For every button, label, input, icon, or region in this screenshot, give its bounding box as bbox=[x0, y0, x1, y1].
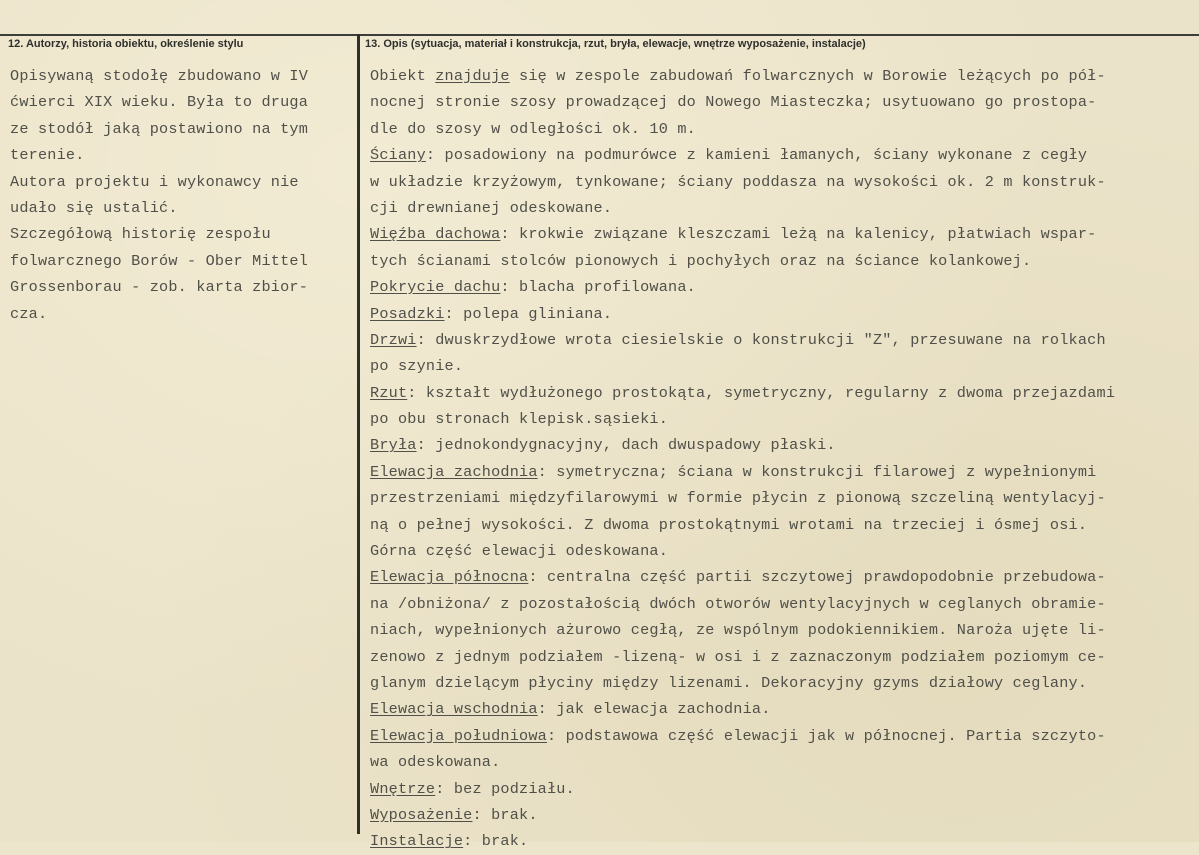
history-line: Szczegółową historię zespołu bbox=[10, 225, 271, 244]
description-line bbox=[370, 327, 1115, 353]
history-line: ze stodół jaką postawiono na tym bbox=[10, 119, 309, 138]
section-13-heading: 13. Opis (sytuacja, materiał i konstrukcja, rzut, bryła, elewacje, wnętrze wyposażenie, instalacje) bbox=[365, 38, 866, 50]
description-fragment: nocnej stronie szosy prowadzącej do Nowego Miasteczka; usytuowano go prostopa- bbox=[370, 93, 1097, 112]
history-text bbox=[10, 63, 308, 327]
description-line bbox=[370, 248, 1115, 274]
history-line: ćwierci XIX wieku. Była to druga bbox=[10, 93, 309, 112]
section-label: Instalacje bbox=[370, 832, 464, 851]
history-line: udało się ustalić. bbox=[10, 198, 178, 217]
description-fragment: : blacha profilowana. bbox=[500, 278, 696, 297]
description-line bbox=[370, 591, 1115, 617]
description-fragment: : bez podziału. bbox=[435, 779, 575, 798]
section-12-heading: 12. Autorzy, historia obiektu, określenie stylu bbox=[8, 38, 244, 50]
description-fragment: cji drewnianej odeskowane. bbox=[370, 198, 613, 217]
description-fragment: niach, wypełnionych ażurowo cegłą, ze wspólnym podokiennikiem. Naroża ujęte li- bbox=[370, 621, 1106, 640]
description-fragment: : podstawowa część elewacji jak w północnej. Partia szczyto- bbox=[546, 726, 1106, 745]
description-fragment: Obiekt bbox=[370, 67, 436, 85]
history-line: Grossenborau - zob. karta zbior- bbox=[10, 278, 309, 297]
description-line bbox=[370, 538, 1115, 564]
history-line: terenie. bbox=[10, 146, 85, 165]
section-label: Bryła bbox=[370, 436, 417, 455]
description-fragment: : centralna część partii szczytowej prawdopodobnie przebudowa- bbox=[528, 568, 1106, 587]
description-text bbox=[370, 63, 1115, 855]
description-line bbox=[370, 617, 1115, 643]
top-rule bbox=[0, 34, 1199, 36]
description-fragment: przestrzeniami międzyfilarowymi w formie płycin z pionową szczeliną wentylacyj- bbox=[370, 489, 1106, 508]
description-fragment: : brak. bbox=[472, 805, 538, 824]
description-line bbox=[370, 169, 1115, 195]
description-fragment: dle do szosy w odległości ok. 10 m. bbox=[370, 119, 696, 138]
section-label: znajduje bbox=[435, 67, 510, 85]
description-line bbox=[370, 195, 1115, 221]
description-line bbox=[370, 116, 1115, 142]
description-line bbox=[370, 512, 1115, 538]
description-line bbox=[370, 221, 1115, 247]
description-line bbox=[370, 802, 1115, 828]
description-fragment: : jednokondygnacyjny, dach dwuspadowy płaski. bbox=[416, 436, 836, 455]
section-label: Wnętrze bbox=[370, 779, 436, 798]
section-label: Elewacja wschodnia bbox=[370, 700, 538, 719]
description-line bbox=[370, 723, 1115, 749]
description-fragment: na /obniżona/ z pozostałością dwóch otworów wentylacyjnych w ceglanych obramie- bbox=[370, 594, 1106, 613]
description-fragment: ną o pełnej wysokości. Z dwoma prostokątnymi wrotami na trzeciej i ósmej osi. bbox=[370, 515, 1088, 534]
description-fragment: : brak. bbox=[463, 832, 529, 851]
description-fragment: : symetryczna; ściana w konstrukcji filarowej z wypełnionymi bbox=[537, 462, 1097, 481]
description-line bbox=[370, 406, 1115, 432]
description-fragment: się w zespole zabudowań folwarcznych w Borowie leżących po pół- bbox=[509, 67, 1106, 85]
section-label: Elewacja zachodnia bbox=[370, 462, 538, 481]
description-fragment: glanym dzielącym płyciny między lizenami. Dekoracyjny gzyms działowy ceglany. bbox=[370, 673, 1088, 692]
description-line bbox=[370, 89, 1115, 115]
description-fragment: : polepa gliniana. bbox=[444, 304, 613, 323]
history-line: Opisywaną stodołę zbudowano w IV bbox=[10, 67, 309, 85]
description-fragment: po szynie. bbox=[370, 357, 464, 376]
description-line bbox=[370, 644, 1115, 670]
section-label: Elewacja północna bbox=[370, 568, 529, 587]
history-line: cza. bbox=[10, 304, 48, 323]
description-line bbox=[370, 749, 1115, 775]
description-fragment: wa odeskowana. bbox=[370, 753, 501, 772]
description-line bbox=[370, 301, 1115, 327]
description-fragment: tych ścianami stolców pionowych i pochyłych oraz na ściance kolankowej. bbox=[370, 251, 1032, 270]
description-line bbox=[370, 274, 1115, 300]
section-label: Posadzki bbox=[370, 304, 445, 323]
description-line bbox=[370, 485, 1115, 511]
description-fragment: : posadowiony na podmurówce z kamieni łamanych, ściany wykonane z cegły bbox=[425, 146, 1088, 165]
section-label: Ściany bbox=[370, 146, 426, 165]
description-line bbox=[370, 142, 1115, 168]
section-label: Rzut bbox=[370, 383, 408, 402]
description-fragment: : kształt wydłużonego prostokąta, symetryczny, regularny z dwoma przejazdami bbox=[407, 383, 1116, 402]
description-fragment: po obu stronach klepisk.sąsieki. bbox=[370, 410, 669, 429]
description-line bbox=[370, 459, 1115, 485]
description-line bbox=[370, 432, 1115, 458]
section-label: Pokrycie dachu bbox=[370, 278, 501, 297]
section-label: Drzwi bbox=[370, 330, 417, 349]
description-fragment: Górna część elewacji odeskowana. bbox=[370, 542, 669, 561]
section-label: Więźba dachowa bbox=[370, 225, 501, 244]
section-label: Elewacja południowa bbox=[370, 726, 547, 745]
description-line bbox=[370, 670, 1115, 696]
description-fragment: : jak elewacja zachodnia. bbox=[537, 700, 771, 719]
column-divider bbox=[357, 34, 360, 834]
history-line: Autora projektu i wykonawcy nie bbox=[10, 172, 299, 191]
description-line bbox=[370, 353, 1115, 379]
description-line bbox=[370, 63, 1115, 89]
description-fragment: zenowo z jednym podziałem -lizeną- w osi i z zaznaczonym podziałem poziomym ce- bbox=[370, 647, 1106, 666]
section-label: Wyposażenie bbox=[370, 805, 473, 824]
description-line bbox=[370, 776, 1115, 802]
description-line bbox=[370, 696, 1115, 722]
description-fragment: : krokwie związane kleszczami leżą na kalenicy, płatwiach wspar- bbox=[500, 225, 1097, 244]
history-line: folwarcznego Borów - Ober Mittel bbox=[10, 251, 309, 270]
description-line bbox=[370, 380, 1115, 406]
description-fragment: w układzie krzyżowym, tynkowane; ściany poddasza na wysokości ok. 2 m konstruk- bbox=[370, 172, 1106, 191]
description-line bbox=[370, 564, 1115, 590]
description-fragment: : dwuskrzydłowe wrota ciesielskie o konstrukcji "Z", przesuwane na rolkach bbox=[416, 330, 1106, 349]
